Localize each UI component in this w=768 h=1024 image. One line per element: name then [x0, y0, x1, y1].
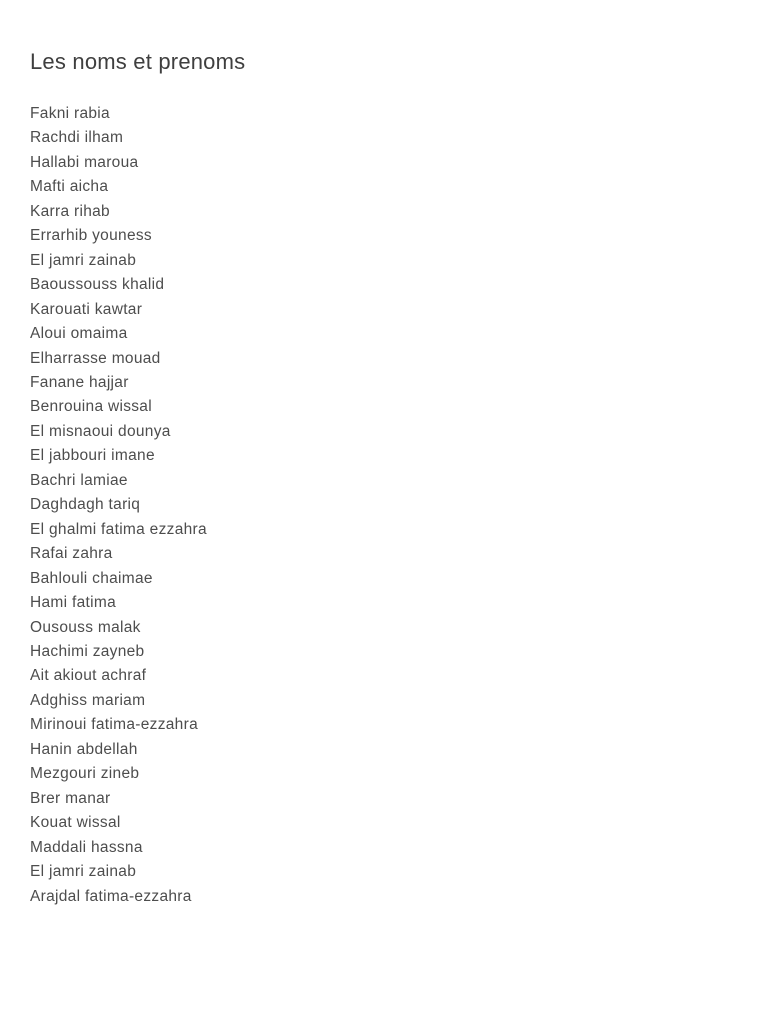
name-item: El jamri zainab	[30, 251, 137, 269]
name-item: Ousouss malak	[30, 618, 141, 636]
name-item: Adghiss mariam	[30, 691, 146, 709]
names-list	[30, 102, 738, 909]
name-item: Fanane hajjar	[30, 373, 129, 391]
name-item: El misnaoui dounya	[30, 422, 171, 440]
name-item: Mirinoui fatima-ezzahra	[30, 716, 198, 734]
name-item: Rafai zahra	[30, 545, 113, 563]
name-item: El jabbouri imane	[30, 447, 155, 465]
document-title: Les noms et prenoms	[30, 49, 246, 74]
name-item: Mafti aicha	[30, 178, 109, 196]
name-item: Bachri lamiae	[30, 471, 128, 489]
name-item: Ait akiout achraf	[30, 667, 147, 685]
name-item: Hanin abdellah	[30, 740, 138, 758]
name-item: Mezgouri zineb	[30, 765, 140, 783]
name-item: Elharrasse mouad	[30, 349, 161, 367]
name-item: Karra rihab	[30, 202, 110, 220]
name-item: Aloui omaima	[30, 325, 128, 343]
name-item: Rachdi ilham	[30, 129, 124, 147]
name-item: Bahlouli chaimae	[30, 569, 153, 587]
name-item: Baoussouss khalid	[30, 276, 165, 294]
name-item: El ghalmi fatima ezzahra	[30, 520, 207, 538]
name-item: Maddali hassna	[30, 838, 143, 856]
name-item: Benrouina wissal	[30, 398, 152, 416]
name-item: Fakni rabia	[30, 105, 110, 122]
name-item: Daghdagh tariq	[30, 496, 141, 514]
name-item: Brer manar	[30, 789, 111, 807]
name-item: Arajdal fatima-ezzahra	[30, 887, 192, 905]
document	[30, 46, 738, 909]
name-item: Hallabi maroua	[30, 153, 139, 171]
name-item: Kouat wissal	[30, 814, 121, 832]
name-item: Hami fatima	[30, 594, 116, 612]
name-item: El jamri zainab	[30, 863, 137, 881]
name-item: Errarhib youness	[30, 227, 152, 245]
name-item: Hachimi zayneb	[30, 642, 145, 660]
name-item: Karouati kawtar	[30, 300, 143, 318]
